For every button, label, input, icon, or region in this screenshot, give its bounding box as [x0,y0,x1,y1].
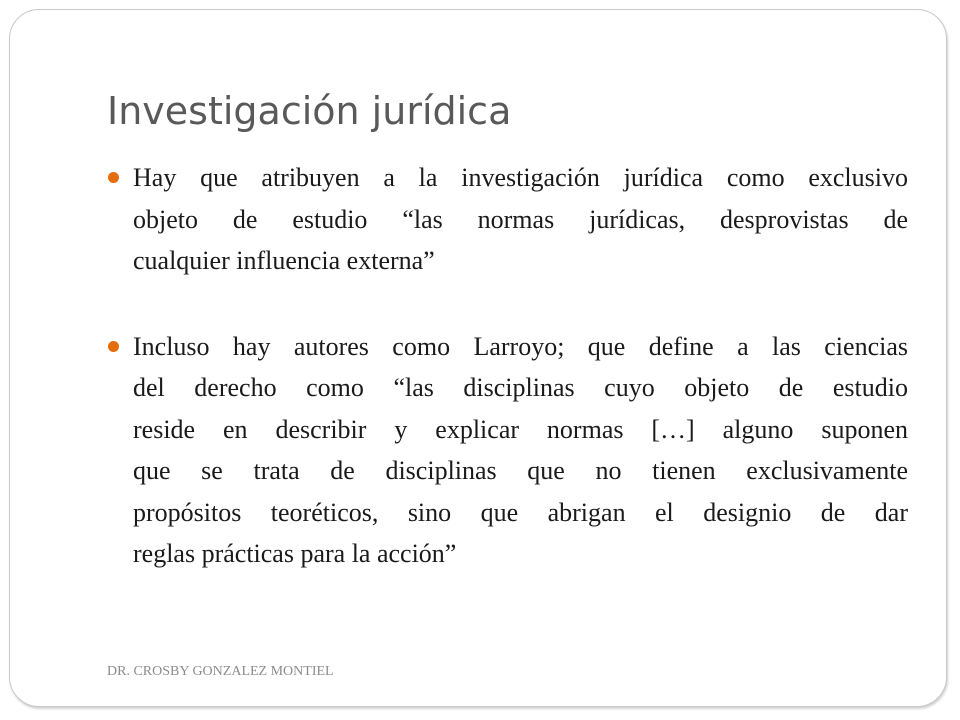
bullet-2-line-5: propósitos teoréticos, sino que abrigan el designio de dar [133,497,908,527]
bullet-1-line-2: objeto de estudio “las normas jurídicas, desprovistas de [133,204,908,234]
bullet-1-line-1: Hay que atribuyen a la investigación jurídica como exclusivo [133,163,908,192]
bullet-2-line-1: Incluso hay autores como Larroyo; que define a las ciencias [133,331,908,361]
bullet-2-line-3: reside en describir y explicar normas […] alguno suponen [133,414,908,444]
bullet-list [108,157,908,575]
bullet-2-line-6: reglas prácticas para la acción” [133,539,457,568]
footer-author: DR. CROSBY GONZALEZ MONTIEL [107,664,334,679]
bullet-1-line-3: cualquier influencia externa” [133,246,435,275]
bullet-2-line-4: que se trata de disciplinas que no tienen exclusivamente [133,456,908,485]
bullet-marker-icon [108,341,119,352]
bullet-item-2 [108,326,908,575]
slide-title: Investigación jurídica [107,89,512,133]
bullet-marker-icon [108,172,119,183]
bullet-2-line-2: del derecho como “las disciplinas cuyo objeto de estudio [133,373,908,402]
bullet-item-1 [108,157,908,282]
